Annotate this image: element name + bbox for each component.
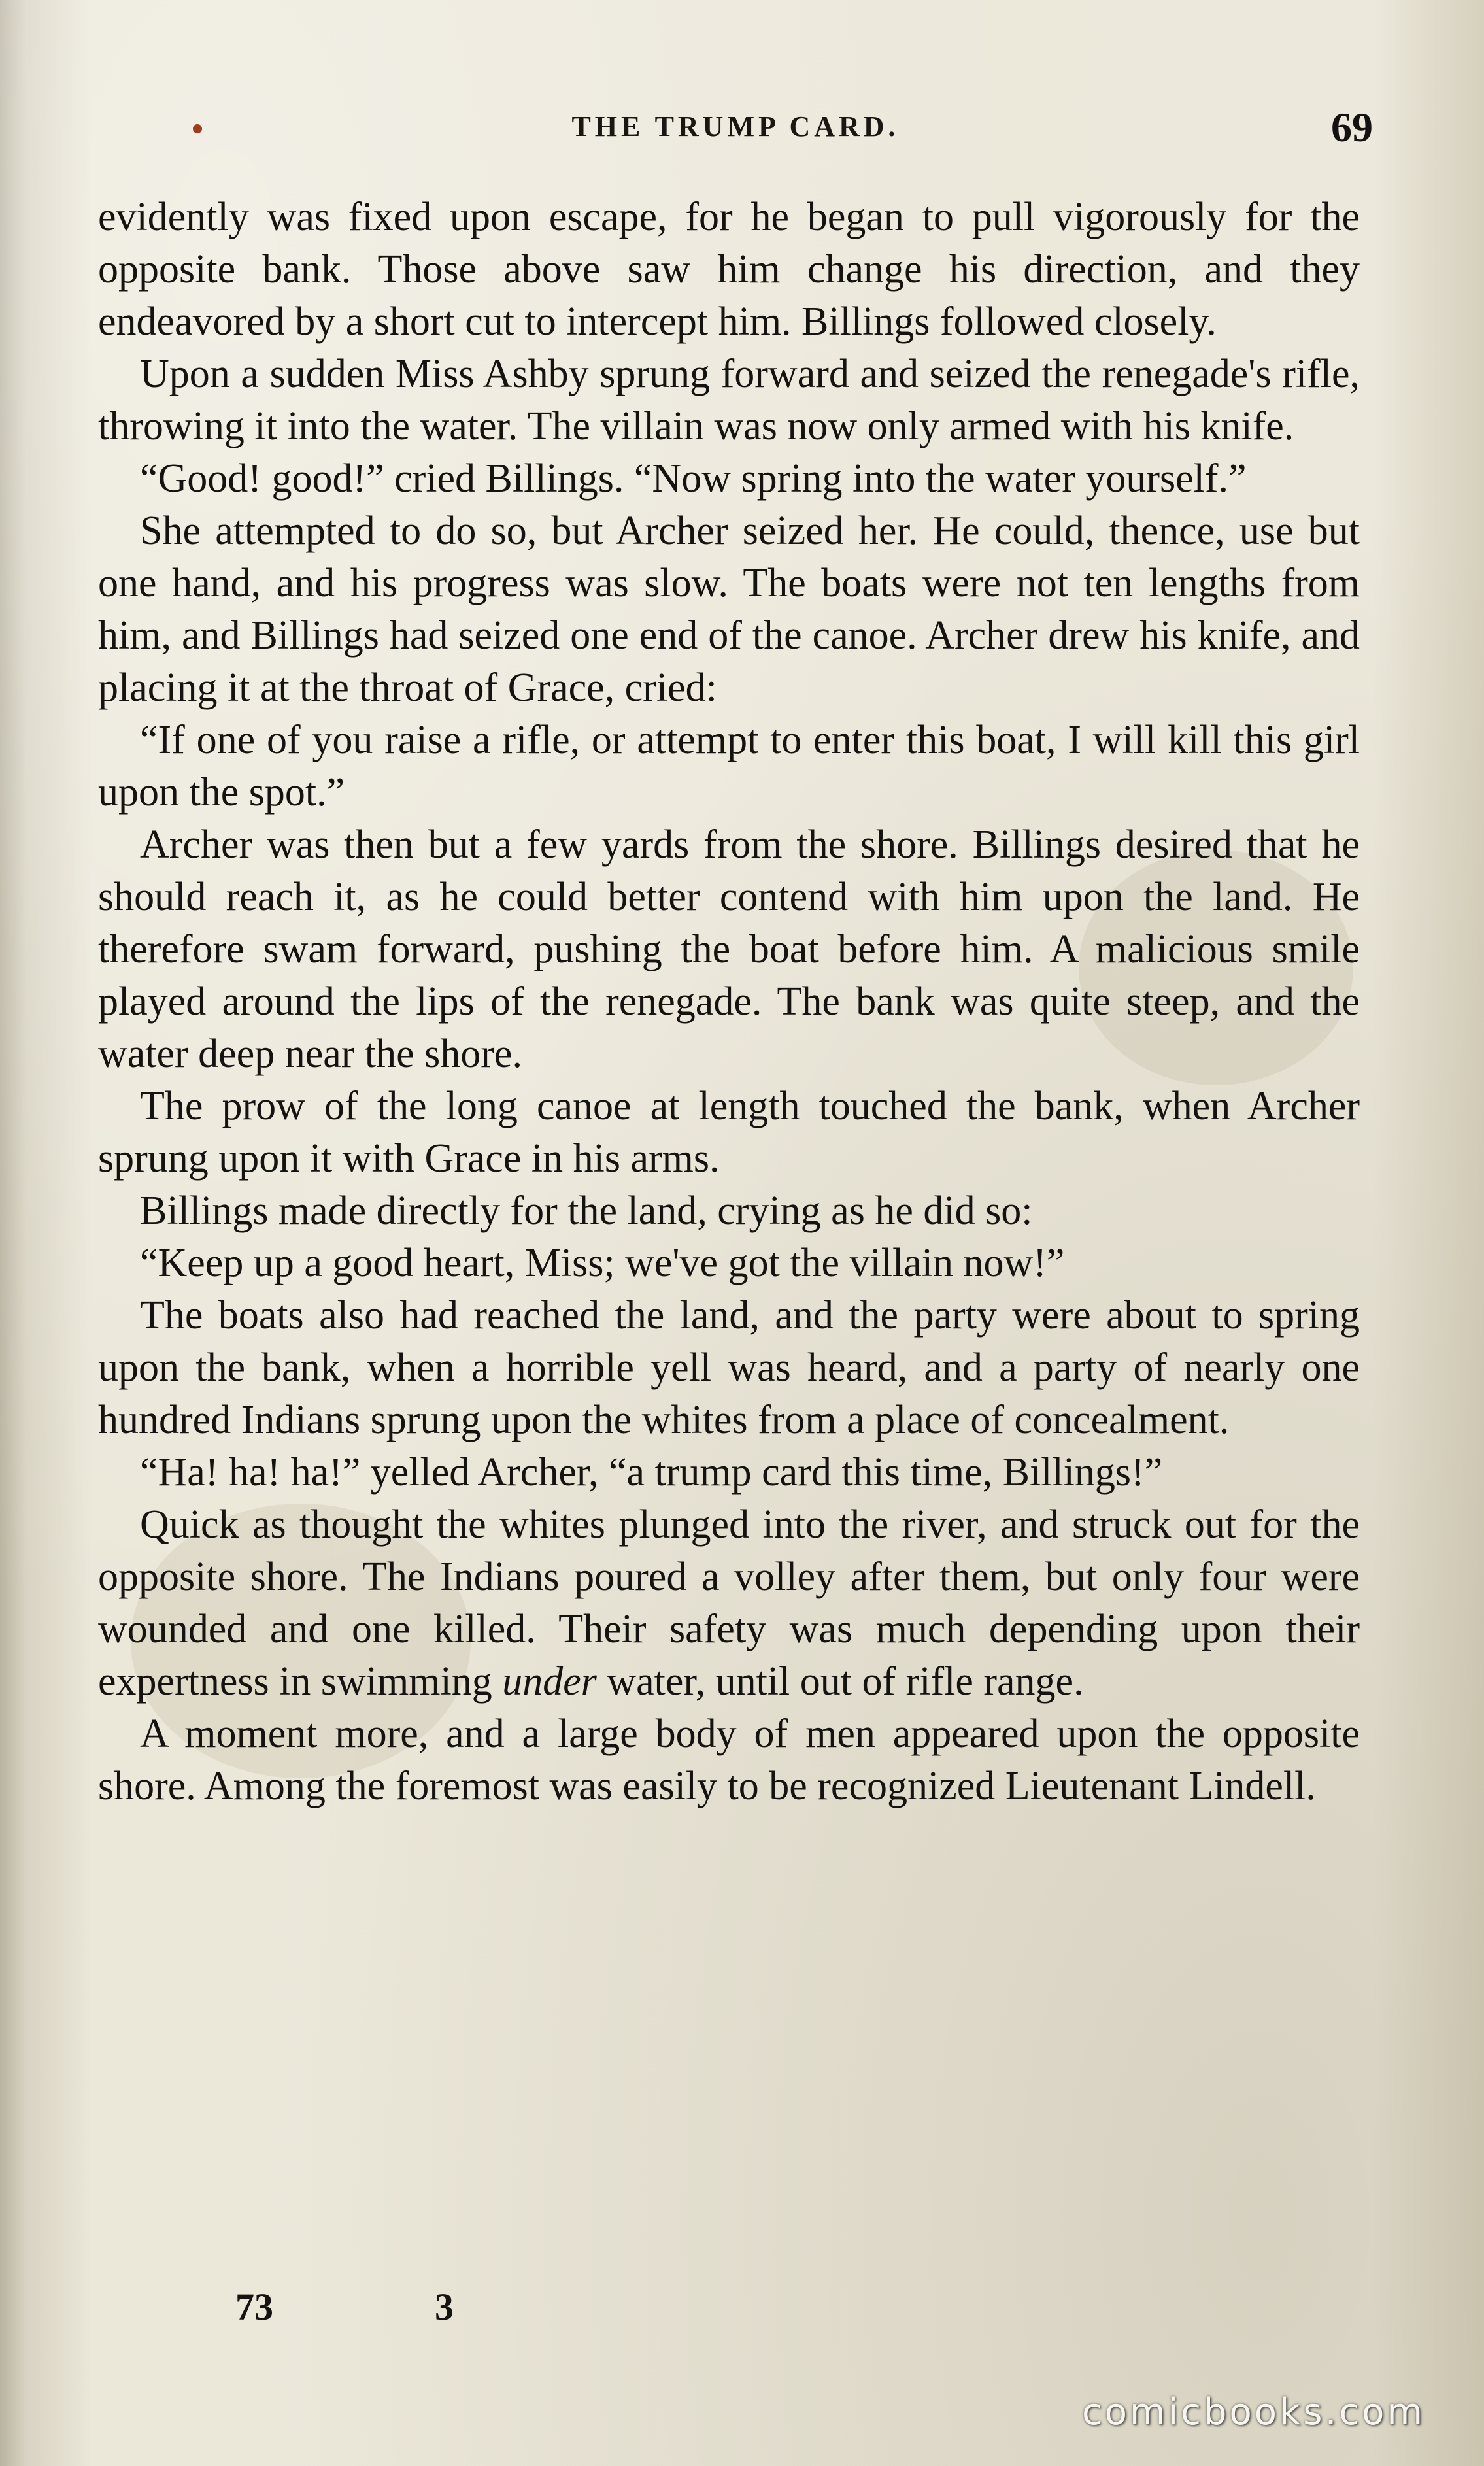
running-head: THE TRUMP CARD. <box>571 110 900 143</box>
paragraph: “Ha! ha! ha!” yelled Archer, “a trump card this time, Billings!” <box>140 1450 1163 1495</box>
paragraph: evidently was fixed upon escape, for he began to pull vigorously for the opposite bank. Those above saw him change his direction, and they endeavored by a short cut to intercept him. Billings followed closely. <box>98 195 1360 344</box>
signature-right: 3 <box>435 2286 454 2328</box>
page-number: 69 <box>1331 104 1373 150</box>
paragraph: “Good! good!” cried Billings. “Now spring into the water yourself.” <box>140 456 1247 501</box>
paragraph: The prow of the long canoe at length touched the bank, when Archer sprung upon it with Grace in his arms. <box>98 1084 1360 1181</box>
paragraph: “If one of you raise a rifle, or attempt to enter this boat, I will kill this girl upon the spot.” <box>98 718 1360 815</box>
paragraph: Upon a sudden Miss Ashby sprung forward and seized the renegade's rifle, throwing it into the water. The villain was now only armed with his knife. <box>98 352 1360 448</box>
paragraph: “Keep up a good heart, Miss; we've got the villain now!” <box>140 1241 1065 1285</box>
body-text <box>98 191 1360 1812</box>
signature-left: 73 <box>235 2286 273 2328</box>
paragraph: The boats also had reached the land, and the party were about to spring upon the bank, when a horrible yell was heard, and a party of nearly one hundred Indians sprung upon the whites from a place of concealment. <box>98 1293 1360 1442</box>
paragraph: Archer was then but a few yards from the shore. Billings desired that he should reach it, as he could better contend with him upon the land. He therefore swam forward, pushing the boat before him. A malicious smile played around the lips of the renegade. The bank was quite steep, and the water deep near the shore. <box>98 822 1360 1076</box>
paragraph-swimming <box>98 1498 1360 1708</box>
paragraph-tail: water, until out of rifle range. <box>596 1659 1084 1704</box>
paragraph-lead: Quick as thought the whites plunged into the river, and struck out for the opposite shore. The Indians poured a volley after them, but only four were wounded and one killed. Their safety was much depending upon their expertness in swimming <box>98 1502 1360 1704</box>
paragraph: She attempted to do so, but Archer seized her. He could, thence, use but one hand, and his progress was slow. The boats were not ten lengths from him, and Billings had seized one end of the canoe. Archer drew his knife, and placing it at the throat of Grace, cried: <box>98 509 1360 710</box>
page-header <box>98 98 1373 163</box>
paragraph: Billings made directly for the land, crying as he did so: <box>140 1189 1033 1233</box>
paragraph: A moment more, and a large body of men appeared upon the opposite shore. Among the foremost was easily to be recognized Lieutenant Lindell. <box>98 1712 1360 1808</box>
signature-mark <box>235 2285 562 2337</box>
site-watermark: comicbooks.com <box>1081 2391 1425 2433</box>
emphasis-word: under <box>502 1659 597 1704</box>
